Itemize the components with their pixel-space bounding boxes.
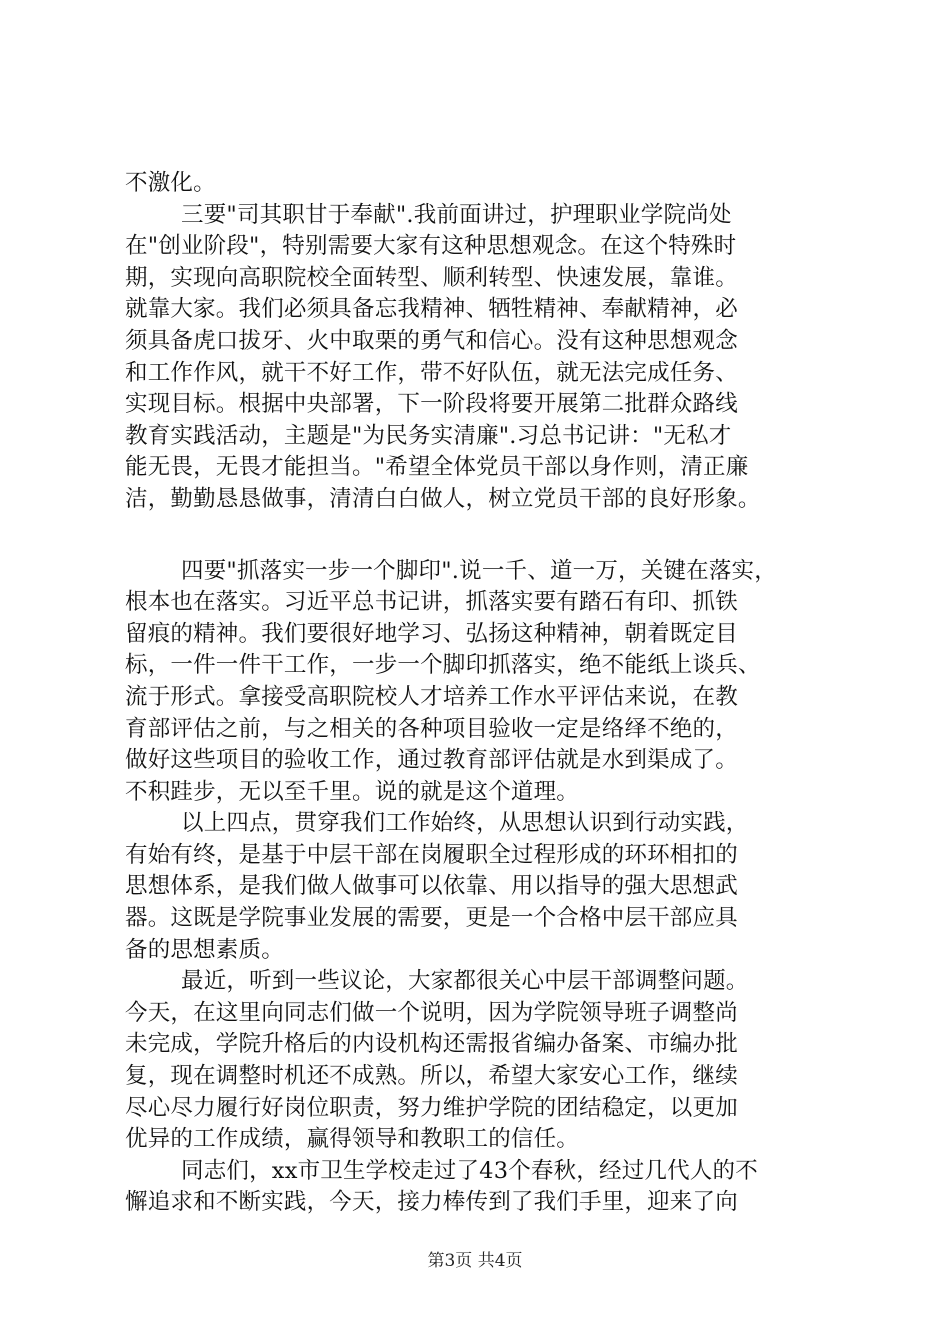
text-line: 今天，在这里向同志们做一个说明，因为学院领导班子调整尚 [125,999,738,1026]
text-line: 做好这些项目的验收工作，通过教育部评估就是水到渠成了。 [125,747,738,774]
text-line: 教育实践活动，主题是"为民务实清廉".习总书记讲："无私才 [125,422,732,449]
text-line: 洁，勤勤恳恳做事，清清白白做人，树立党员干部的良好形象。 [125,485,761,512]
text-line: 实现目标。根据中央部署，下一阶段将要开展第二批群众路线 [125,391,738,418]
text-line: 流于形式。拿接受高职院校人才培养工作水平评估来说，在教 [125,683,738,710]
page-footer [0,1246,950,1271]
text-line: 懈追求和不断实践，今天，接力棒传到了我们手里，迎来了向 [125,1189,738,1216]
text-line: 优异的工作成绩，赢得领导和教职工的信任。 [125,1126,580,1153]
text-line: 能无畏，无畏才能担当。"希望全体党员干部以身作则，清正廉 [125,454,749,481]
text-line: 就靠大家。我们必须具备忘我精神、牺牲精神、奉献精神，必 [125,296,738,323]
paragraph-start-line: 同志们，xx市卫生学校走过了43个春秋，经过几代人的不 [181,1157,758,1184]
document-body [125,168,845,1219]
text-line: 有始有终，是基于中层干部在岗履职全过程形成的环环相扣的 [125,841,738,868]
text-line: 尽心尽力履行好岗位职责，努力维护学院的团结稳定，以更加 [125,1094,738,1121]
text-line: 复，现在调整时机还不成熟。所以，希望大家安心工作，继续 [125,1063,738,1090]
paragraph-start-line: 四要"抓落实一步一个脚印".说一千、道一万，关键在落实， [181,557,777,584]
text-line: 期，实现向高职院校全面转型、顺利转型、快速发展，靠谁。 [125,264,738,291]
text-line: 备的思想素质。 [125,936,284,963]
paragraph-gap [125,516,845,556]
text-line: 未完成，学院升格后的内设机构还需报省编办备案、市编办批 [125,1031,738,1058]
paragraph-start-line: 以上四点，贯穿我们工作始终，从思想认识到行动实践， [181,810,749,837]
text-line: 须具备虎口拔牙、火中取栗的勇气和信心。没有这种思想观念 [125,327,738,354]
text-line: 不积跬步，无以至千里。说的就是这个道理。 [125,778,580,805]
paragraph-start-line: 三要"司其职甘于奉献".我前面讲过，护理职业学院尚处 [181,201,732,228]
text-line: 思想体系，是我们做人做事可以依靠、用以指导的强大思想武 [125,873,738,900]
page-number-label: 第3页 共4页 [427,1251,523,1271]
text-line: 不激化。 [125,170,216,196]
paragraph-start-line: 最近，听到一些议论，大家都很关心中层干部调整问题。 [181,968,749,995]
text-line: 在"创业阶段"，特别需要大家有这种思想观念。在这个特殊时 [125,233,737,260]
text-line: 根本也在落实。习近平总书记讲，抓落实要有踏石有印、抓铁 [125,589,738,616]
text-line: 标，一件一件干工作，一步一个脚印抓落实，绝不能纸上谈兵、 [125,652,761,679]
text-line: 和工作作风，就干不好工作，带不好队伍，就无法完成任务、 [125,359,738,386]
text-line: 器。这既是学院事业发展的需要，更是一个合格中层干部应具 [125,905,738,932]
text-line: 育部评估之前，与之相关的各种项目验收一定是络绎不绝的， [125,715,738,742]
text-line: 留痕的精神。我们要很好地学习、弘扬这种精神，朝着既定目 [125,620,738,647]
